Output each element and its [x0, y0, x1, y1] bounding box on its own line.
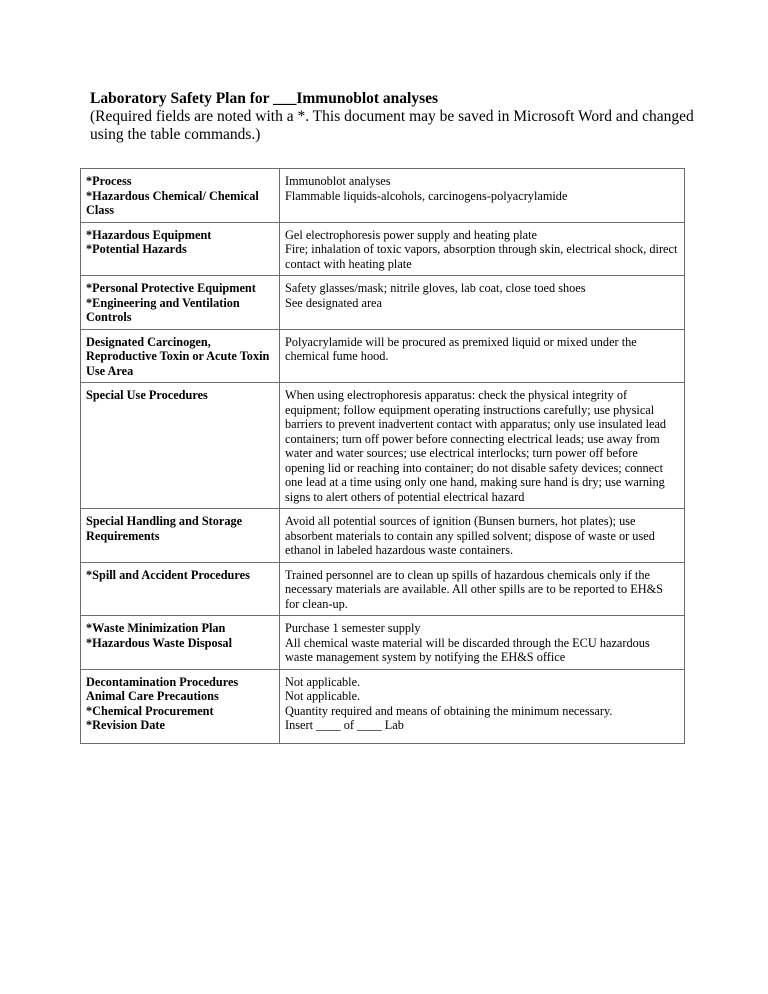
value-cell — [280, 669, 685, 743]
field-label-designated-area: Designated Carcinogen, Reproductive Toxin or Acute Toxin Use Area — [86, 334, 270, 378]
field-value-special-use: When using electrophoresis apparatus: check the physical integrity of equipment; follow equipment operating instructions carefully; use physical barriers to prevent inadvertent contact with apparatus; only use insulated lead containers; turn off power before connecting electrical leads; use away from water and water sources; use electrical interlocks; turn power off before opening lid or reaching into container; do not disable safety devices; connect one lead at a time using only one hand, making sure hand is dry; use warning signs to alert others of potential electrical hazard — [285, 388, 667, 504]
value-cell — [280, 383, 685, 509]
value-cell — [280, 329, 685, 383]
field-value-spill-accident: Trained personnel are to clean up spills of hazardous chemicals only if the necessary materials are available. All other spills are to be reported to EH&S for clean-up. — [285, 567, 663, 611]
label-cell — [81, 616, 280, 670]
field-value-animal-care: Not applicable. — [285, 689, 361, 703]
label-cell — [81, 276, 280, 330]
field-label-hazardous-chemical: *Hazardous Chemical/ Chemical Class — [86, 188, 259, 217]
title-prefix: Laboratory Safety Plan for — [90, 90, 274, 107]
table-row — [81, 562, 685, 616]
field-label-waste-disposal: *Hazardous Waste Disposal — [86, 635, 232, 650]
value-cell — [280, 276, 685, 330]
field-label-hazardous-equipment: *Hazardous Equipment — [86, 227, 212, 242]
label-cell — [81, 169, 280, 223]
value-cell — [280, 562, 685, 616]
field-value-ppe: Safety glasses/mask; nitrile gloves, lab coat, close toed shoes — [285, 281, 586, 295]
field-label-decontamination: Decontamination Procedures — [86, 674, 239, 689]
field-value-waste-disposal: All chemical waste material will be discarded through the ECU hazardous waste management system by notifying the EH&S office — [285, 635, 650, 664]
value-cell — [280, 509, 685, 563]
field-label-engineering-controls: *Engineering and Ventilation Controls — [86, 295, 240, 324]
field-label-potential-hazards: *Potential Hazards — [86, 242, 187, 256]
table-row — [81, 383, 685, 509]
field-value-chemical-procurement: Quantity required and means of obtaining the minimum necessary. — [285, 703, 613, 718]
value-cell — [280, 616, 685, 670]
field-label-chemical-procurement: *Chemical Procurement — [86, 703, 214, 718]
table-row — [81, 616, 685, 670]
label-cell — [81, 669, 280, 743]
field-value-waste-minimization: Purchase 1 semester supply — [285, 621, 421, 635]
field-value-handling-storage: Avoid all potential sources of ignition (Bunsen burners, hot plates); use absorbent materials to contain any spilled solvent; dispose of waste or used ethanol in labeled hazardous waste containers. — [285, 514, 655, 557]
label-cell — [81, 562, 280, 616]
field-label-spill-accident: *Spill and Accident Procedures — [86, 567, 250, 582]
table-row — [81, 276, 685, 330]
field-value-process: Immunoblot analyses — [285, 174, 391, 188]
table-row — [81, 669, 685, 743]
value-cell — [280, 222, 685, 276]
safety-plan-table — [80, 168, 685, 744]
label-cell — [81, 509, 280, 563]
table-row — [81, 169, 685, 223]
field-value-potential-hazards: Fire; inhalation of toxic vapors, absorption through skin, electrical shock, direct contact with heating plate — [285, 242, 678, 271]
title-blank: ___ — [273, 90, 297, 107]
field-label-process: *Process — [86, 174, 132, 188]
field-value-decontamination: Not applicable. — [285, 674, 361, 689]
document-heading — [90, 90, 710, 144]
table-row — [81, 222, 685, 276]
field-label-revision-date: *Revision Date — [86, 718, 165, 732]
table-row — [81, 329, 685, 383]
field-label-waste-minimization: *Waste Minimization Plan — [86, 621, 226, 635]
field-label-special-use: Special Use Procedures — [86, 388, 208, 402]
field-label-ppe: *Personal Protective Equipment — [86, 281, 256, 295]
field-value-revision-date: Insert ____ of ____ Lab — [285, 718, 404, 732]
field-label-animal-care: Animal Care Precautions — [86, 689, 219, 703]
label-cell — [81, 383, 280, 509]
field-label-handling-storage: Special Handling and Storage Requirements — [86, 514, 243, 543]
label-cell — [81, 222, 280, 276]
table-row — [81, 509, 685, 563]
field-value-engineering-controls: See designated area — [285, 295, 382, 310]
document-title — [90, 90, 710, 108]
title-subject: Immunoblot analyses — [296, 90, 439, 107]
value-cell — [280, 169, 685, 223]
field-value-hazardous-equipment: Gel electrophoresis power supply and heating plate — [285, 227, 538, 242]
document-note: (Required fields are noted with a *. This document may be saved in Microsoft Word and changed using the table commands.) — [90, 108, 694, 143]
field-value-designated-area: Polyacrylamide will be procured as premixed liquid or mixed under the chemical fume hood. — [285, 334, 637, 363]
label-cell — [81, 329, 280, 383]
field-value-hazardous-chemical: Flammable liquids-alcohols, carcinogens-polyacrylamide — [285, 188, 568, 203]
cell-spacer — [86, 733, 275, 739]
